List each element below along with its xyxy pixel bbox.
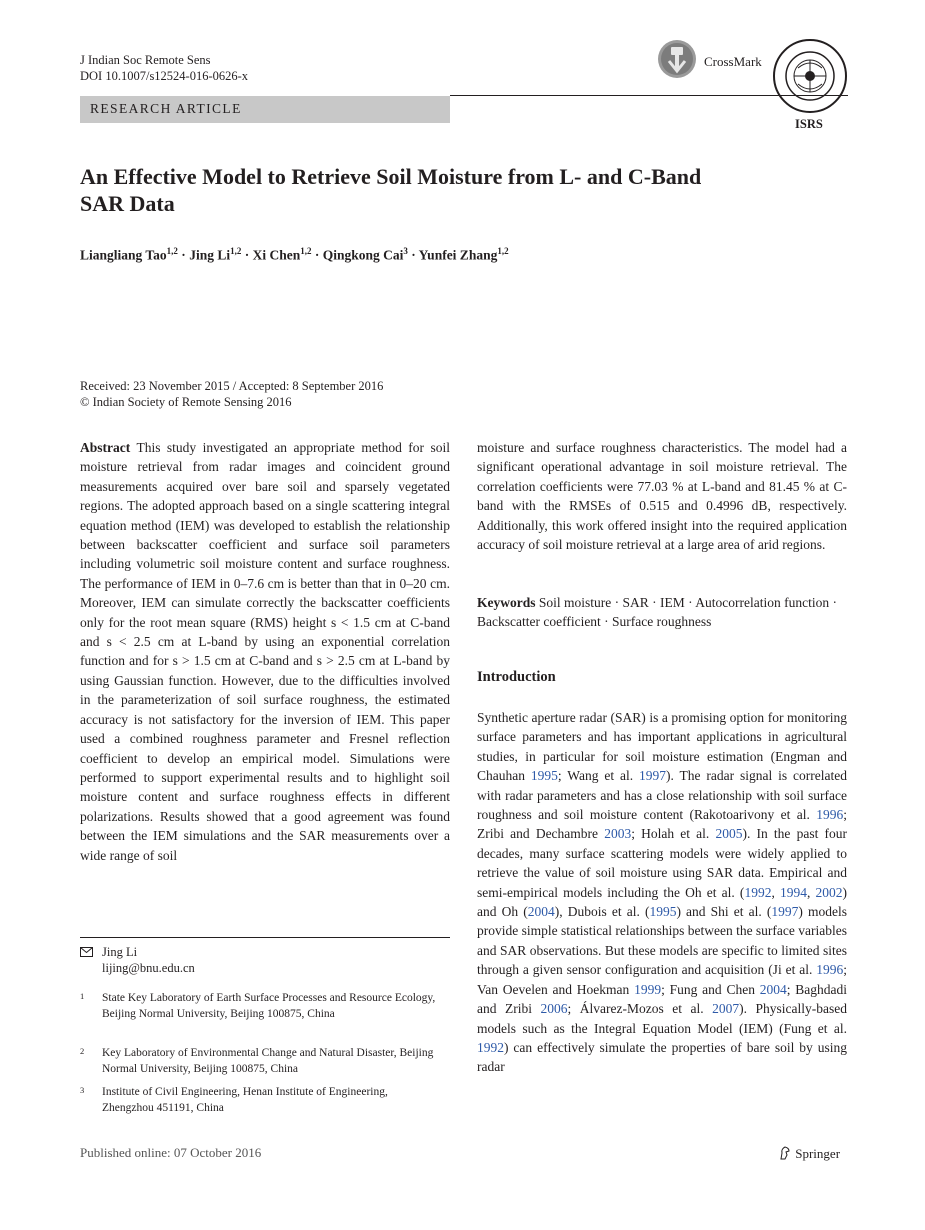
affiliation-number: 1: [80, 991, 85, 1001]
citation-link[interactable]: 1994: [779, 884, 807, 900]
title-line-2: SAR Data: [80, 191, 175, 216]
isrs-seal-icon: [772, 38, 848, 114]
footnote-rule: [80, 937, 450, 938]
citation-link[interactable]: 1992: [744, 884, 772, 900]
citation-link[interactable]: 1997: [638, 768, 666, 784]
author-affil: 3: [403, 246, 408, 256]
author-affil: 1,2: [230, 246, 242, 256]
article-type-bar: [80, 96, 450, 123]
citation-link[interactable]: 2003: [604, 826, 632, 842]
author[interactable]: Yunfei Zhang: [418, 247, 498, 263]
author-list: Liangliang Tao$^{1,2}$ · Jing Li$^{1,2}$ · Xi Chen$^{1,2}$ · Qingkong Cai$^3$ · Yunfei Zhang$^{1,2}$: [80, 246, 509, 263]
abstract-text: This study investigated an appropriate method for soil moisture retrieval from radar images and coincident ground measurements acquired over bare soil and sparsely vegetated regions. The adopted approach based on a single scattering integral equation method (IEM) was developed to establish the relationship between backscatter coefficient and surface soil parameters including volumetric soil moisture content and surface roughness. The performance of IEM in 0–7.6 cm is better than that in 0–20 cm. Moreover, IEM can simulate correctly the backscatter coefficients only for the root mean square (RMS) height s < 1.5 cm at C-band and s < 2.5 cm at L-band by using an exponential correlation function and for s > 1.5 cm at C-band and s > 2.5 cm at L-band by using Gaussian function. However, due to the difficulties involved in the parameterization of soil surface roughness, the estimated accuracy is not satisfactory for the inversion of IEM. This paper used a combined roughness parameter and Fresnel reflection coefficient to develop an empirical model. Simulations were performed to support experimental results and to highlight soil moisture content and surface roughness effects in different polarizations. Results showed that a good agreement was found between the IEM simulations and the SAR measurements over a wide range of soil: [80, 440, 450, 863]
author[interactable]: Jing Li: [189, 247, 231, 263]
article-type: RESEARCH ARTICLE: [90, 101, 242, 116]
keywords: [477, 593, 847, 632]
springer-horse-icon: [778, 1146, 792, 1160]
citation-link[interactable]: 1995: [649, 904, 677, 920]
crossmark-icon[interactable]: [657, 39, 697, 79]
keywords-text: Soil moisture · SAR · IEM · Autocorrelation function · Backscatter coefficient · Surface roughness: [477, 595, 837, 630]
corresponding-email[interactable]: lijing@bnu.edu.cn: [102, 961, 195, 975]
introduction-heading: Introduction: [477, 669, 556, 685]
corresponding-name: Jing Li: [102, 945, 138, 959]
isrs-label: ISRS: [795, 117, 823, 131]
affiliation-2: [80, 1046, 450, 1078]
dates-block: [80, 378, 383, 410]
crossmark-label[interactable]: CrossMark: [704, 54, 762, 69]
abstract: [80, 438, 450, 865]
citation-link[interactable]: 2007: [712, 1001, 740, 1017]
publisher-name: Springer: [795, 1146, 841, 1161]
springer-logo: [778, 1146, 840, 1162]
author[interactable]: Liangliang Tao: [80, 247, 167, 263]
citation-link[interactable]: 1999: [634, 981, 662, 997]
author-affil: 1,2: [300, 246, 312, 256]
affiliation-3: [80, 1085, 450, 1117]
citation-link[interactable]: 2002: [815, 884, 843, 900]
citation-link[interactable]: 2004: [759, 981, 787, 997]
journal-header: [80, 52, 248, 84]
author[interactable]: Xi Chen: [252, 247, 301, 263]
affiliation-1: [80, 991, 450, 1039]
journal-name: J Indian Soc Remote Sens: [80, 53, 211, 67]
copyright: © Indian Society of Remote Sensing 2016: [80, 395, 292, 409]
citation-link[interactable]: 1996: [816, 962, 844, 978]
citation-link[interactable]: 2004: [527, 904, 555, 920]
citation-link[interactable]: 2006: [540, 1001, 568, 1017]
introduction-text: Synthetic aperture radar (SAR) is a promising option for monitoring surface parameters and has important applications in agricultural studies, in particular for soil moisture estimation (Engman and Chauhan 1995; Wang et al. 1997). The radar signal is correlated with radar parameters and has a close relationship with soil surface roughness and soil moisture content (Rakotoarivony et al. 1996; Zribi and Dechambre 2003; Holah et al. 2005). In the past four decades, many surface scattering models were widely applied to retrieve the value of soil moisture using SAR data. Empirical and semi-empirical models including the Oh et al. (1992, 1994, 2002) and Oh (2004), Dubois et al. (1995) and Shi et al. (1997) models provide simple statistical relationships between the surface variables and SAR observations. But these models are specific to limited sites through a given sensor configuration and acquisition (Ji et al. 1996; Van Oevelen and Hoekman 1999; Fung and Chen 2004; Baghdadi and Zribi 2006; Álvarez-Mozos et al. 2007). Physically-based models such as the Integral Equation Model (IEM) (Fung et al. 1992) can effectively simulate the properties of bare soil by using radar: [477, 710, 848, 1075]
citation-link[interactable]: 1992: [477, 1039, 504, 1055]
affiliation-number: 3: [80, 1085, 85, 1095]
citation-link[interactable]: 1997: [771, 904, 799, 920]
author-affil: 1,2: [497, 246, 509, 256]
affiliation-text: State Key Laboratory of Earth Surface Processes and Resource Ecology, Beijing Normal University, Beijing 100875, China: [102, 992, 436, 1020]
affiliation-text: Key Laboratory of Environmental Change and Natural Disaster, Beijing Normal University, Beijing 100875, China: [102, 1047, 434, 1075]
citation-link[interactable]: 1995: [530, 768, 558, 784]
keywords-label: Keywords: [477, 595, 536, 610]
doi[interactable]: DOI 10.1007/s12524-016-0626-x: [80, 69, 249, 83]
title-line-1: An Effective Model to Retrieve Soil Moisture from L- and C-Band: [80, 164, 702, 189]
envelope-icon: [80, 947, 93, 957]
author-affil: 1,2: [166, 246, 178, 256]
paper-title: [80, 163, 820, 217]
affiliation-text: Institute of Civil Engineering, Henan Institute of Engineering, Zhengzhou 451191, China: [102, 1086, 388, 1114]
citation-link[interactable]: 1996: [816, 807, 844, 823]
received-accepted: Received: 23 November 2015 / Accepted: 8 September 2016: [80, 379, 384, 393]
published-online: Published online: 07 October 2016: [80, 1145, 262, 1160]
citation-link[interactable]: 2005: [715, 826, 743, 842]
abstract-label: Abstract: [80, 440, 131, 455]
affiliation-number: 2: [80, 1046, 85, 1056]
author[interactable]: Qingkong Cai: [322, 247, 404, 263]
abstract-continued: moisture and surface roughness characteristics. The model had a significant operational advantage in soil moisture retrieval. The correlation coefficients were 77.03 % at L-band and 81.45 % at C-band with the RMSEs of 0.515 and 0.4996 dB, respectively. Additionally, this work offered insight into the required application accuracy of soil moisture retrieval at a large area of arid regions.: [477, 440, 847, 553]
